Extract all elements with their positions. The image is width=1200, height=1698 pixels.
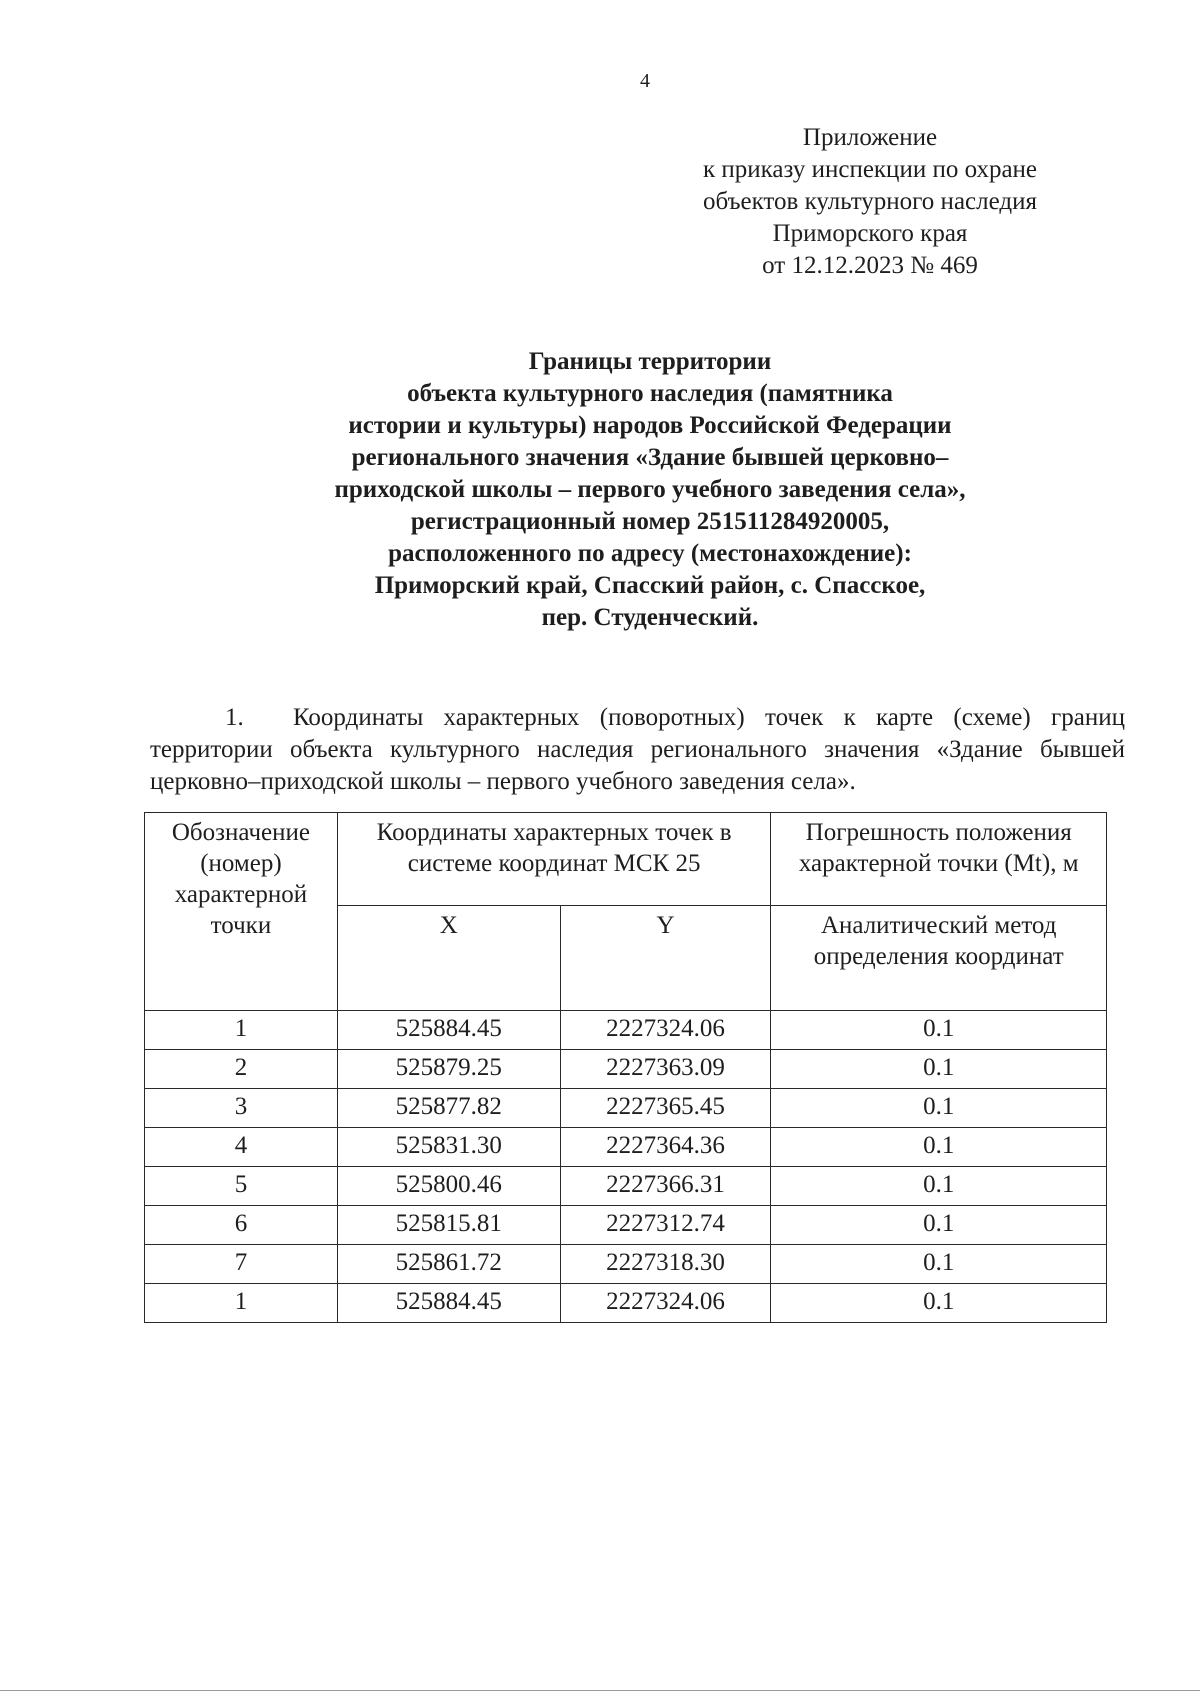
table-row xyxy=(145,1245,1107,1284)
cell-x: 525815.81 xyxy=(337,1206,560,1245)
cell-point: 1 xyxy=(145,1011,338,1050)
title-line: пер. Студенческий. xyxy=(541,604,759,631)
cell-x: 525800.46 xyxy=(337,1167,560,1206)
header-method: Аналитический метод определения координат xyxy=(771,906,1107,1011)
cell-x: 525861.72 xyxy=(337,1245,560,1284)
cell-mt: 0.1 xyxy=(771,1284,1107,1323)
title-line: регистрационный номер 251511284920005, xyxy=(410,508,890,535)
header-error: Погрешность положения характерной точки (Mt), м xyxy=(771,813,1107,906)
table-row xyxy=(145,1050,1107,1089)
appendix-line: Приморского края xyxy=(772,220,968,247)
cell-point: 2 xyxy=(145,1050,338,1089)
table-row xyxy=(145,1167,1107,1206)
page-bottom-edge xyxy=(0,1690,1200,1691)
cell-point: 3 xyxy=(145,1089,338,1128)
header-x: X xyxy=(337,906,560,1011)
table-row xyxy=(145,1011,1107,1050)
cell-y: 2227364.36 xyxy=(560,1128,771,1167)
cell-point: 1 xyxy=(145,1284,338,1323)
cell-mt: 0.1 xyxy=(771,1167,1107,1206)
cell-y: 2227324.06 xyxy=(560,1284,771,1323)
cell-point: 4 xyxy=(145,1128,338,1167)
header-coordinates: Координаты характерных точек в системе координат МСК 25 xyxy=(337,813,771,906)
table-header-row xyxy=(145,813,1107,906)
table-row xyxy=(145,1206,1107,1245)
cell-mt: 0.1 xyxy=(771,1089,1107,1128)
cell-mt: 0.1 xyxy=(771,1245,1107,1284)
cell-y: 2227365.45 xyxy=(560,1089,771,1128)
paragraph-number: 1. xyxy=(225,704,244,731)
appendix-line: Приложение xyxy=(802,124,938,151)
title-line: регионального значения «Здание бывшей церковно– xyxy=(351,444,949,471)
title-line: Границы территории xyxy=(528,348,772,375)
appendix-line: к приказу инспекции по охране xyxy=(702,156,1038,183)
cell-y: 2227363.09 xyxy=(560,1050,771,1089)
paragraph-1 xyxy=(150,702,1125,798)
cell-mt: 0.1 xyxy=(771,1128,1107,1167)
paragraph-text: Координаты характерных (поворотных) точек к карте (схеме) границ территории объекта культурного наследия регионального значения «Здание бывшей церковно–приходской школы – первого учебного заведения села». xyxy=(150,704,1125,795)
page-number: 4 xyxy=(640,70,650,92)
cell-y: 2227366.31 xyxy=(560,1167,771,1206)
header-y: Y xyxy=(560,906,771,1011)
appendix-line: объектов культурного наследия xyxy=(703,188,1037,215)
coordinates-table xyxy=(144,812,1107,1323)
cell-point: 5 xyxy=(145,1167,338,1206)
title-line: Приморский край, Спасский район, с. Спасское, xyxy=(374,572,926,599)
table-row xyxy=(145,1128,1107,1167)
cell-x: 525831.30 xyxy=(337,1128,560,1167)
title-line: истории и культуры) народов Российской Федерации xyxy=(348,412,952,439)
cell-mt: 0.1 xyxy=(771,1206,1107,1245)
title-line: объекта культурного наследия (памятника xyxy=(407,380,893,407)
cell-x: 525879.25 xyxy=(337,1050,560,1089)
cell-point: 7 xyxy=(145,1245,338,1284)
cell-x: 525884.45 xyxy=(337,1284,560,1323)
cell-mt: 0.1 xyxy=(771,1050,1107,1089)
cell-mt: 0.1 xyxy=(771,1011,1107,1050)
document-title xyxy=(150,346,1150,634)
table-row xyxy=(145,1089,1107,1128)
title-line: приходской школы – первого учебного заведения села», xyxy=(334,476,966,503)
cell-y: 2227324.06 xyxy=(560,1011,771,1050)
appendix-line: от 12.12.2023 № 469 xyxy=(762,252,978,279)
cell-point: 6 xyxy=(145,1206,338,1245)
cell-y: 2227312.74 xyxy=(560,1206,771,1245)
header-point: Обозначение (номер) характерной точки xyxy=(145,813,338,1011)
appendix-block xyxy=(640,122,1100,282)
cell-y: 2227318.30 xyxy=(560,1245,771,1284)
table-row xyxy=(145,1284,1107,1323)
title-line: расположенного по адресу (местонахождение): xyxy=(388,540,912,567)
cell-x: 525884.45 xyxy=(337,1011,560,1050)
cell-x: 525877.82 xyxy=(337,1089,560,1128)
